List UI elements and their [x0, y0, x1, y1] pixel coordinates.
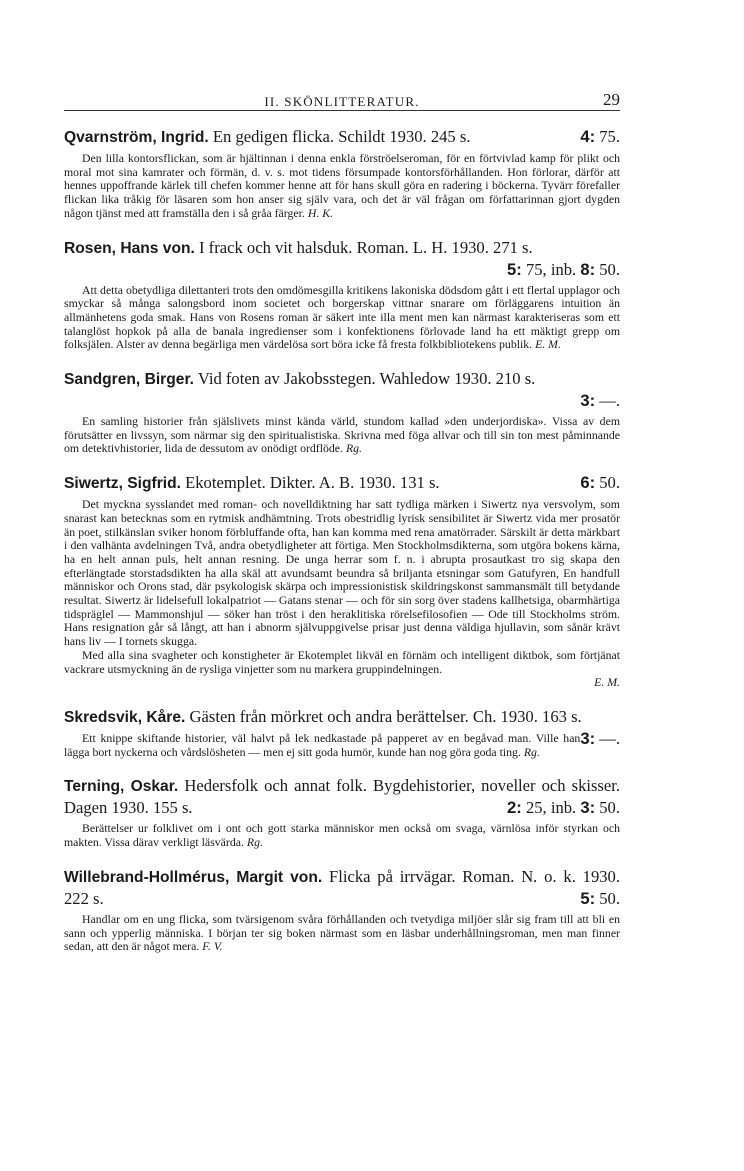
review-text: Ett knippe skiftande historier, väl halvt på lek nedkastade på papperet av en begåvad man. Ville han lägga bort nyckerna och vårdslösheten — men ej sitt goda humör, kunde han nog göra goda ting.: [64, 730, 581, 759]
author-name: Qvarnström, Ingrid.: [64, 129, 209, 146]
reviewer-signature: F. V.: [202, 939, 223, 954]
review-text: Den lilla kontorsflickan, som är hjältinnan i denna enkla förströelseroman, för en förtvivlad kamp för plikt och moral mot sina kamrater och förmän, d. v. s. mot tidens försumpade kontorsförhållanden. Hon förlorar, därför att hennes uppoffrande kärlek till chefen kommer henne att för hans skull göra en radering i böckerna. Tyvärr förefaller flickan lika tråkig för läsaren som hon anser sig själv vara, och det är väl frågan om författarinnan gjort dygden någon tjänst med att framställa den i så gråa färger.: [64, 151, 620, 220]
price: 3: —.: [580, 728, 620, 748]
review-text: En samling historier från själslivets minst kända värld, stundom kallad »den underjordiska». Vissa av dem förutsätter en livssyn, som närmar sig den spiritualistiska. Skrivna med föga allvar och till sin ton mest påminnande om detektivhistorier, lida de dessutom av onödigt ordflöde.: [64, 414, 620, 456]
review-text: Handlar om en ung flicka, som tvärsigenom svåra förhållanden och tvetydiga miljöer slår sig fram till att bli en sann och ypperlig människa. I början ter sig boken närmast som en läsbar underhållningsroman, men man finner sedan, att den är något mera.: [64, 911, 620, 954]
review-entry: [64, 866, 620, 954]
review-entry: [64, 706, 620, 759]
reviewer-signature: E. M.: [594, 675, 620, 690]
author-name: Skredsvik, Kåre.: [64, 708, 186, 726]
reviewer-signature: E. M.: [535, 337, 561, 352]
entry-heading: [64, 866, 620, 909]
price: 5: 75, inb. 8: 50.: [507, 259, 620, 279]
price: 3: —.: [580, 391, 620, 411]
author-name: Terning, Oskar.: [64, 778, 179, 796]
work-details: En gedigen flicka. Schildt 1930. 245 s.: [212, 127, 471, 146]
entry-heading: [64, 472, 620, 494]
price: 6: 50.: [580, 473, 620, 493]
work-details: Hedersfolk och annat folk. Bygdehistorier, noveller och skisser. Dagen 1930. 155 s.: [64, 776, 621, 818]
author-name: Sandgren, Birger.: [64, 371, 194, 389]
entry-heading: [64, 368, 620, 411]
work-details: I frack och vit halsduk. Roman. L. H. 1930. 271 s.: [199, 237, 533, 257]
reviewer-signature: H. K.: [307, 205, 334, 220]
price: 2: 25, inb. 3: 50.: [507, 798, 620, 818]
reviewer-signature: Rg.: [345, 441, 363, 456]
price: 5: 50.: [580, 888, 620, 908]
work-details: Vid foten av Jakobsstegen. Wahledow 1930. 210 s.: [197, 369, 536, 389]
work-details: Ekotemplet. Dikter. A. B. 1930. 131 s.: [185, 473, 440, 493]
review-text-continued: Med alla sina svagheter och konstigheter är Ekotemplet likväl en förnäm och intelligent diktbok, som förtjänat vackrare utsmyckning än de rysliga vinjetter som nu markera gruppindelningen.: [64, 647, 620, 676]
reviewer-signature: Rg.: [523, 744, 540, 759]
running-header: [64, 86, 620, 111]
review-entry: [64, 472, 620, 690]
review-entry: [64, 775, 620, 849]
entry-heading: [64, 126, 620, 148]
author-name: Siwertz, Sigfrid.: [64, 475, 181, 493]
section-title: II. SKÖNLITTERATUR.: [264, 94, 420, 109]
review-entry: [64, 368, 620, 456]
entry-heading: [64, 775, 620, 818]
work-details: Flicka på irrvägar. Roman. N. o. k. 1930. 222 s.: [64, 866, 620, 908]
entry-heading: [64, 237, 620, 280]
work-details: Gästen från mörkret och andra berättelser. Ch. 1930. 163 s.: [189, 706, 582, 726]
review-entry: [64, 126, 620, 221]
author-name: Rosen, Hans von.: [64, 239, 195, 257]
review-text: Det myckna sysslandet med roman- och novelldiktning har satt tydliga märken i Siwertz nya versvolym, som snarast kan betecknas som en rytmisk andhämtning. Trots obestridlig lyrisk sensibilitet är Siwertz vida mer prosatör än poet, stilkänslan sviker honom förbluffande ofta, han kan komma med rena amatörrader. Särskilt är detta märkbart i den valhänta avdelningen Två, andra obetydligheter att förtiga. Men Stockholmsdikterna, som utgöra bokens kärna, ha en helt annan puls, helt annan resning. De unga herrar som f. n. i abrupta prosautkast tro sig skapa den efterlängtade storstadsdikten ha alla skäl att avundsamt beundra så briljanta etsningar som Gatufyren, En handfull människor och Orons stad, där psykologisk skärpa och impressionistisk skildringskonst sammansmält till betydande resultat. Siwertz är lidelsefull lokalpatriot — Gatans stenar — och för sin sorg över stadens kallhetsiga, obarmhärtiga tidspräglel — Mammonshjul — söker han tröst i den heraklitiska rörelsefilosofien — Ode till Stockholms ström. Hans resignation går så långt, att han i abnorm självuppgivelse prisar just denna väldiga hjullavin, som sånär krävt hans liv — I tornets skugga.: [64, 497, 620, 649]
review-text: Berättelser ur folklivet om i ont och gott starka människor men också om svaga, värnlösa inför styrkan och makten. Vissa därav verkligt läsvärda.: [64, 821, 620, 850]
reviewer-signature: Rg.: [246, 835, 263, 850]
review-text: Att detta obetydliga dilettanteri trots den omdömesgilla kritikens lakoniska dödsdom gått i ett flertal upplagor och smyckar så många salongsbord inom societet och borgerskap vittnar snarare om förläggarens intuition än allmänhetens goda smak. Hans von Rosens roman är säkert inte illa ment men kan närmast karakteriseras som ett talanglöst hopkok på alla de banala ingredienser som i konfektionens förlovade land ha ett mäktigt grepp om folksjälen. Alster av denna begärliga men värdelösa sort böra icke få fresta folkbibliotekens publik.: [64, 282, 620, 352]
price: 4: 75.: [580, 127, 620, 146]
author-name: Willebrand-Hollmérus, Margit von.: [64, 868, 323, 886]
page-number: 29: [603, 90, 620, 109]
review-entry: [64, 237, 620, 353]
review-list: [64, 126, 620, 970]
